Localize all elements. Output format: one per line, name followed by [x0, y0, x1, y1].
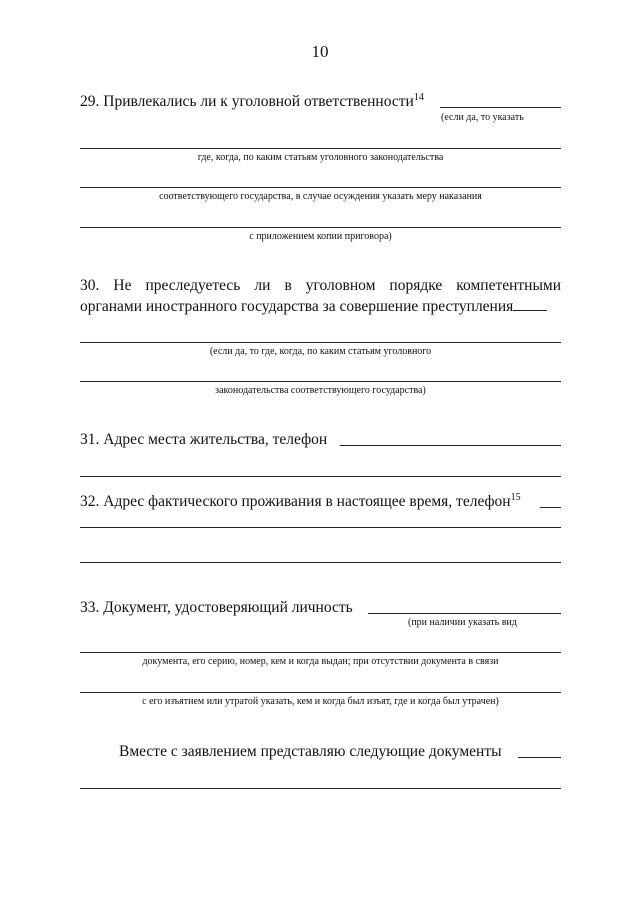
footnote-14: 14 [413, 91, 424, 103]
question-33-label: 33. Документ, удостоверяющий личность [80, 599, 353, 616]
question-30-line-4[interactable] [80, 381, 561, 382]
question-33-line-2[interactable] [80, 652, 561, 653]
question-33-answer-line[interactable] [368, 613, 561, 614]
question-30-line-3[interactable] [80, 342, 561, 343]
question-31-line-2[interactable] [80, 476, 561, 477]
question-30-hint-1: (если да, то где, когда, по каким статьям уголовного [209, 346, 432, 357]
question-33-line-3[interactable] [80, 692, 561, 693]
attachments-answer-line[interactable] [518, 757, 561, 758]
question-33-hint-2: документа, его серию, номер, кем и когда выдан; при отсутствии документа в связи [142, 656, 499, 667]
question-29-hint-4: с приложением копии приговора) [249, 231, 392, 242]
attachments-label: Вместе с заявлением представляю следующие документы [119, 743, 502, 760]
question-29-line-4[interactable] [80, 227, 561, 228]
question-31-answer-line[interactable] [340, 445, 561, 446]
question-30-line-2: органами иностранного государства за совершение преступления [80, 296, 547, 317]
footnote-15: 15 [510, 491, 521, 503]
question-30-line-1: 30. Не преследуетесь ли в уголовном порядке компетентными [80, 277, 561, 294]
question-33-hint-3: с его изъятием или утратой указать, кем и когда был изъят, где и когда был утрачен) [142, 696, 499, 707]
question-32-line-3[interactable] [80, 562, 561, 563]
attachments-line-2[interactable] [80, 788, 561, 789]
question-30-answer-line[interactable] [513, 296, 547, 311]
question-32-answer-line[interactable] [540, 507, 561, 508]
question-29-hint-1: (если да, то указать [441, 112, 524, 123]
question-29-label: 29. Привлекались ли к уголовной ответственности$^{14}$ [80, 91, 424, 110]
question-29-hint-3: соответствующего государства, в случае осуждения указать меру наказания [159, 191, 482, 202]
question-29-line-2[interactable] [80, 148, 561, 149]
question-30-hint-2: законодательства соответствующего государства) [215, 385, 426, 396]
question-29-answer-line[interactable] [440, 107, 561, 108]
question-29-line-3[interactable] [80, 187, 561, 188]
question-29-hint-2: где, когда, по каким статьям уголовного законодательства [197, 152, 444, 163]
question-31-label: 31. Адрес места жительства, телефон [80, 431, 328, 448]
question-32-label: 32. Адрес фактического проживания в настоящее время, телефон$^{15}$ [80, 491, 521, 510]
page-number: 10 [311, 42, 329, 61]
question-33-hint-1: (при наличии указать вид [408, 617, 517, 628]
question-32-line-2[interactable] [80, 527, 561, 528]
